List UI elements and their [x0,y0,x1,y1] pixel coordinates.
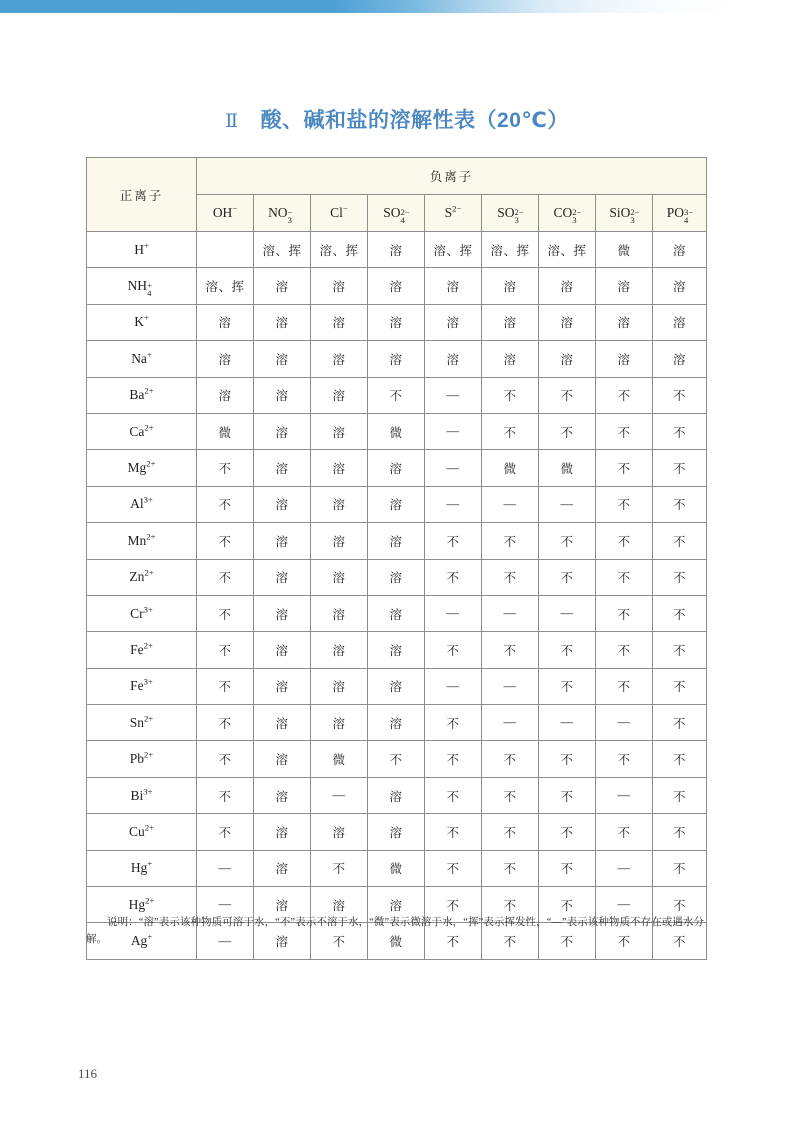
solubility-cell: 不 [539,777,596,813]
solubility-cell: 溶 [368,887,425,923]
solubility-cell: 溶 [254,377,311,413]
row-header-cation: Ag+ [87,923,197,959]
solubility-cell: — [425,450,482,486]
solubility-cell: 不 [653,523,707,559]
solubility-cell: 溶 [368,705,425,741]
solubility-cell: 不 [482,814,539,850]
solubility-cell: 微 [539,450,596,486]
solubility-cell: 不 [368,741,425,777]
solubility-table [86,157,707,960]
solubility-cell: 溶 [254,268,311,304]
solubility-cell: 不 [425,777,482,813]
solubility-cell: 不 [482,923,539,959]
solubility-cell: — [539,595,596,631]
table-row [87,741,707,777]
row-header-cation: K+ [87,304,197,340]
page-title-numeral: Ⅱ [225,111,239,132]
solubility-cell: 溶 [254,777,311,813]
row-header-cation: $Al^{3+}$ [87,486,197,522]
solubility-cell: 不 [425,523,482,559]
solubility-cell: 溶 [311,523,368,559]
solubility-cell: 不 [539,632,596,668]
solubility-cell: 微 [368,413,425,449]
solubility-cell: 不 [197,777,254,813]
solubility-cell: 溶 [482,268,539,304]
solubility-cell: 溶 [311,450,368,486]
solubility-cell: 不 [596,741,653,777]
solubility-cell: 不 [539,668,596,704]
solubility-table-container [86,157,706,960]
solubility-cell: — [482,705,539,741]
solubility-cell: 不 [425,814,482,850]
solubility-cell: 不 [653,632,707,668]
solubility-cell: 溶 [311,304,368,340]
solubility-cell: 微 [596,232,653,268]
solubility-cell: 不 [539,741,596,777]
solubility-cell: 不 [596,559,653,595]
solubility-cell: 溶 [596,268,653,304]
row-header-cation: $Fe^{3+}$ [87,668,197,704]
solubility-cell: 溶 [254,486,311,522]
solubility-cell: 不 [596,923,653,959]
solubility-cell: 溶、挥 [311,232,368,268]
solubility-cell: — [482,668,539,704]
solubility-cell: 溶 [311,268,368,304]
table-row [87,559,707,595]
page-title [0,104,794,134]
solubility-cell: 不 [539,887,596,923]
solubility-cell: 不 [197,559,254,595]
solubility-cell: 不 [596,413,653,449]
solubility-cell: 不 [482,377,539,413]
row-header-cation: $Mg^{2+}$ [87,450,197,486]
table-body [87,232,707,960]
solubility-cell: 不 [311,850,368,886]
column-header-anion: PO 3− 4 [653,195,707,232]
solubility-cell: — [311,777,368,813]
table-row [87,413,707,449]
solubility-cell: 溶 [596,341,653,377]
solubility-cell: 不 [368,377,425,413]
solubility-cell: — [596,777,653,813]
table-row [87,377,707,413]
solubility-cell: 不 [596,377,653,413]
solubility-cell: 不 [482,887,539,923]
table-row [87,232,707,268]
solubility-cell: 不 [539,850,596,886]
column-header-anion: NO − 3 [254,195,311,232]
solubility-cell: 溶 [311,668,368,704]
solubility-cell: 微 [368,850,425,886]
solubility-cell: 溶 [311,486,368,522]
solubility-cell: 不 [539,814,596,850]
solubility-cell: 不 [425,850,482,886]
solubility-cell: 溶 [254,595,311,631]
solubility-cell: — [539,705,596,741]
column-header-anion: SO 2− 3 [482,195,539,232]
page-number: 116 [78,1066,98,1081]
solubility-cell: 不 [653,559,707,595]
solubility-cell: 溶 [425,268,482,304]
solubility-cell: 溶 [368,632,425,668]
row-header-cation: $Zn^{2+}$ [87,559,197,595]
solubility-cell: — [539,486,596,522]
solubility-cell: 溶 [368,595,425,631]
solubility-cell: — [425,413,482,449]
solubility-cell: 不 [539,923,596,959]
solubility-cell: — [197,850,254,886]
table-row [87,777,707,813]
solubility-cell: 溶 [539,341,596,377]
row-header-cation: Na+ [87,341,197,377]
solubility-cell: 溶 [368,777,425,813]
solubility-cell: 溶 [311,705,368,741]
solubility-cell: 不 [311,923,368,959]
solubility-cell: 不 [596,450,653,486]
solubility-cell: 不 [482,559,539,595]
solubility-cell: 溶 [254,523,311,559]
row-header-cation: $Cr^{3+}$ [87,595,197,631]
solubility-cell: 溶 [254,887,311,923]
solubility-cell: 溶 [539,304,596,340]
solubility-cell: 微 [368,923,425,959]
header-cation-label: 正离子 [87,158,197,232]
solubility-cell: — [425,595,482,631]
solubility-cell: 溶、挥 [482,232,539,268]
solubility-cell: 溶 [653,268,707,304]
solubility-cell: 不 [596,523,653,559]
solubility-cell: 溶 [254,450,311,486]
solubility-cell: 溶 [254,668,311,704]
solubility-cell: 不 [653,741,707,777]
solubility-cell: 不 [653,450,707,486]
column-header-anion: $S^{2-}$ [425,195,482,232]
column-header-anion: SO 2− 4 [368,195,425,232]
solubility-cell: 不 [197,523,254,559]
solubility-cell: — [482,486,539,522]
row-header-cation: NH + 4 [87,268,197,304]
solubility-cell: 溶 [254,559,311,595]
solubility-cell: 不 [596,595,653,631]
solubility-cell: 溶 [254,814,311,850]
solubility-cell: 不 [653,850,707,886]
solubility-cell: 不 [596,632,653,668]
solubility-cell: 溶 [539,268,596,304]
solubility-cell: 不 [482,632,539,668]
solubility-cell: 不 [197,741,254,777]
table-row [87,523,707,559]
solubility-cell: 溶 [596,304,653,340]
solubility-cell: 不 [425,741,482,777]
decorative-top-bar [0,0,794,13]
solubility-cell: 溶 [368,559,425,595]
solubility-cell: 溶、挥 [425,232,482,268]
table-row [87,341,707,377]
table-row [87,268,707,304]
solubility-cell: 溶 [425,341,482,377]
solubility-cell: 不 [197,814,254,850]
solubility-cell: 溶 [311,413,368,449]
page-title-text: 酸、碱和盐的溶解性表（20℃） [260,109,569,132]
solubility-cell: 不 [653,705,707,741]
solubility-cell: 溶 [311,341,368,377]
solubility-cell: 不 [425,923,482,959]
solubility-cell: 不 [482,741,539,777]
solubility-cell: 不 [197,705,254,741]
solubility-cell: — [482,595,539,631]
solubility-cell: 溶 [254,850,311,886]
row-header-cation: $Hg^{2+}$ [87,887,197,923]
column-header-anion: SiO 2− 3 [596,195,653,232]
solubility-cell: 溶 [368,304,425,340]
row-header-cation: $Pb^{2+}$ [87,741,197,777]
table-row [87,668,707,704]
solubility-cell: 不 [425,887,482,923]
solubility-cell: 溶 [197,341,254,377]
solubility-cell: 溶 [311,595,368,631]
solubility-cell: 不 [425,559,482,595]
solubility-cell: 溶 [311,632,368,668]
solubility-cell: 溶 [368,668,425,704]
solubility-cell: 不 [482,850,539,886]
solubility-cell: 溶、挥 [254,232,311,268]
solubility-cell: 不 [653,777,707,813]
table-footnote: 说明：“溶”表示该种物质可溶于水，“不”表示不溶于水，“微”表示微溶于水，“挥”表示挥发性，“—”表示该种物质不存在或遇水分解。 [86,917,704,946]
solubility-cell: 微 [311,741,368,777]
solubility-cell: 溶 [368,450,425,486]
row-header-cation: $Ca^{2+}$ [87,413,197,449]
solubility-cell: — [425,668,482,704]
solubility-cell: 溶 [653,341,707,377]
row-header-cation: $Mn^{2+}$ [87,523,197,559]
solubility-cell: 溶 [368,268,425,304]
solubility-cell: 溶 [425,304,482,340]
solubility-cell: 不 [653,377,707,413]
solubility-cell: — [197,887,254,923]
solubility-cell: — [425,377,482,413]
solubility-cell: 不 [482,523,539,559]
header-anion-group-label: 负离子 [197,158,707,195]
solubility-cell: 溶 [368,486,425,522]
solubility-cell: 不 [197,450,254,486]
solubility-cell: 不 [653,923,707,959]
table-row [87,304,707,340]
solubility-cell: 不 [539,377,596,413]
row-header-cation: H+ [87,232,197,268]
column-header-anion: Cl− [311,195,368,232]
solubility-cell: 溶 [368,232,425,268]
row-header-cation: $Bi^{3+}$ [87,777,197,813]
solubility-cell: 溶 [311,814,368,850]
solubility-cell: 溶 [653,232,707,268]
solubility-cell: 溶 [254,413,311,449]
solubility-cell [197,232,254,268]
solubility-cell: 不 [653,814,707,850]
solubility-cell: 溶 [254,705,311,741]
row-header-cation: $Cu^{2+}$ [87,814,197,850]
solubility-cell: 不 [596,814,653,850]
column-header-anion: CO 2− 3 [539,195,596,232]
solubility-cell: — [596,705,653,741]
solubility-cell: — [596,887,653,923]
solubility-cell: 溶 [311,887,368,923]
table-row [87,486,707,522]
solubility-cell: 不 [197,595,254,631]
table-row [87,450,707,486]
table-row [87,595,707,631]
solubility-cell: — [197,923,254,959]
solubility-cell: 溶 [368,814,425,850]
table-row [87,814,707,850]
solubility-cell: 不 [653,668,707,704]
solubility-cell: 溶 [197,304,254,340]
solubility-cell: 溶 [254,741,311,777]
solubility-cell: 不 [539,523,596,559]
solubility-cell: 溶 [482,341,539,377]
solubility-cell: 不 [197,668,254,704]
solubility-cell: 不 [425,705,482,741]
solubility-cell: 不 [653,413,707,449]
solubility-cell: 微 [197,413,254,449]
table-row [87,705,707,741]
solubility-cell: 不 [596,486,653,522]
row-header-cation: Hg+ [87,850,197,886]
row-header-cation: $Ba^{2+}$ [87,377,197,413]
solubility-cell: 溶 [653,304,707,340]
solubility-cell: 不 [653,486,707,522]
table-row [87,632,707,668]
solubility-cell: 不 [197,632,254,668]
solubility-cell: 溶 [482,304,539,340]
solubility-cell: 溶、挥 [539,232,596,268]
row-header-cation: $Fe^{2+}$ [87,632,197,668]
solubility-cell: 不 [539,413,596,449]
solubility-cell: 不 [539,559,596,595]
solubility-cell: 不 [482,413,539,449]
table-row [87,850,707,886]
solubility-cell: 溶 [311,559,368,595]
solubility-cell: 不 [482,777,539,813]
row-header-cation: $Sn^{2+}$ [87,705,197,741]
solubility-cell: 溶 [368,341,425,377]
solubility-cell: — [596,850,653,886]
solubility-cell: 不 [197,486,254,522]
solubility-cell: 溶 [197,377,254,413]
solubility-cell: 不 [425,632,482,668]
solubility-cell: 不 [653,595,707,631]
solubility-cell: 溶、挥 [197,268,254,304]
solubility-cell: — [425,486,482,522]
column-header-anion: OH− [197,195,254,232]
header-row-group [87,158,707,195]
solubility-cell: 不 [596,668,653,704]
solubility-cell: 不 [653,887,707,923]
solubility-cell: 微 [482,450,539,486]
solubility-cell: 溶 [254,304,311,340]
solubility-cell: 溶 [368,523,425,559]
solubility-cell: 溶 [254,341,311,377]
solubility-cell: 溶 [254,632,311,668]
solubility-cell: 溶 [311,377,368,413]
table-head [87,158,707,232]
solubility-cell: 溶 [254,923,311,959]
